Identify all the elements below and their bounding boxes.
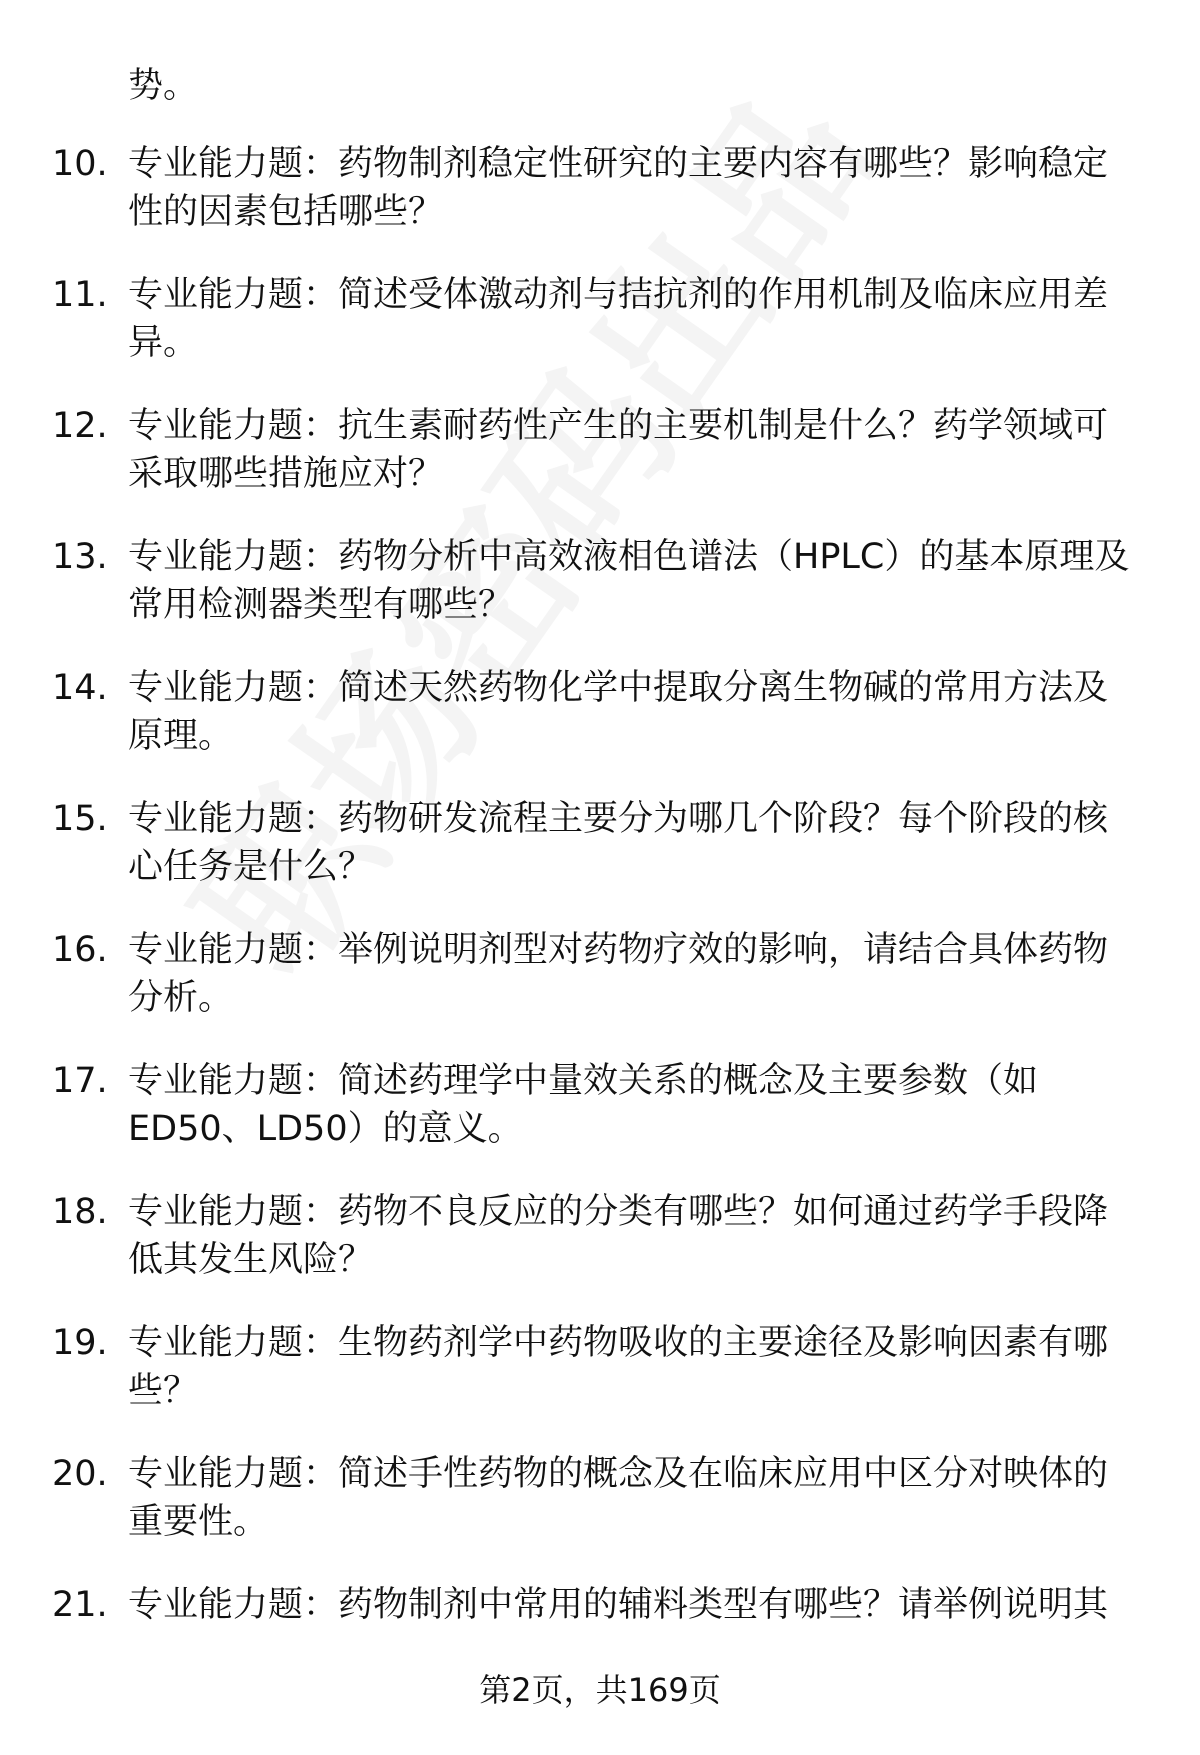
question-number: 13. xyxy=(52,537,108,577)
question-line: 心任务是什么？ xyxy=(128,847,374,887)
question-line: 专业能力题：药物研发流程主要分为哪几个阶段？每个阶段的核 xyxy=(128,799,1109,839)
question-line: 重要性。 xyxy=(128,1502,269,1542)
question-line: 专业能力题：药物不良反应的分类有哪些？如何通过药学手段降 xyxy=(128,1192,1109,1232)
question-number: 18. xyxy=(52,1192,108,1232)
list-item xyxy=(0,664,1200,795)
list-item xyxy=(0,1319,1200,1450)
list-item xyxy=(0,402,1200,533)
continuation-text: 势。 xyxy=(128,66,199,106)
question-number: 16. xyxy=(52,930,108,970)
question-text xyxy=(128,795,1168,891)
question-line: 些？ xyxy=(128,1371,199,1411)
list-item xyxy=(0,795,1200,926)
list-item xyxy=(0,533,1200,664)
question-text xyxy=(128,926,1168,1022)
question-line: 专业能力题：药物制剂中常用的辅料类型有哪些？请举例说明其 xyxy=(128,1585,1109,1625)
question-number: 20. xyxy=(52,1454,108,1494)
question-text xyxy=(128,1581,1168,1629)
question-number: 19. xyxy=(52,1323,108,1363)
question-line: 常用检测器类型有哪些？ xyxy=(128,585,514,625)
question-line: 采取哪些措施应对？ xyxy=(128,454,444,494)
question-text xyxy=(128,271,1168,367)
question-line: ED50、LD50）的意义。 xyxy=(128,1109,523,1149)
question-list xyxy=(0,140,1200,1712)
question-number: 17. xyxy=(52,1061,108,1101)
question-line: 专业能力题：简述手性药物的概念及在临床应用中区分对映体的 xyxy=(128,1454,1109,1494)
list-item xyxy=(0,271,1200,402)
list-item xyxy=(0,926,1200,1057)
question-line: 专业能力题：药物分析中高效液相色谱法（HPLC）的基本原理及 xyxy=(128,537,1130,577)
question-number: 11. xyxy=(52,275,108,315)
question-number: 21. xyxy=(52,1585,108,1625)
question-text xyxy=(128,1057,1168,1153)
question-text xyxy=(128,1319,1168,1415)
question-number: 10. xyxy=(52,144,108,184)
list-item xyxy=(0,1057,1200,1188)
list-item xyxy=(0,1188,1200,1319)
question-text xyxy=(128,1450,1168,1546)
question-line: 专业能力题：药物制剂稳定性研究的主要内容有哪些？影响稳定 xyxy=(128,144,1109,184)
question-line: 专业能力题：简述药理学中量效关系的概念及主要参数（如 xyxy=(128,1061,1039,1101)
question-text xyxy=(128,533,1168,629)
question-line: 专业能力题：生物药剂学中药物吸收的主要途径及影响因素有哪 xyxy=(128,1323,1109,1363)
question-line: 性的因素包括哪些？ xyxy=(128,192,444,232)
list-item xyxy=(0,140,1200,271)
question-text xyxy=(128,402,1168,498)
question-line: 专业能力题：举例说明剂型对药物疗效的影响，请结合具体药物 xyxy=(128,930,1109,970)
question-text xyxy=(128,664,1168,760)
question-number: 12. xyxy=(52,406,108,446)
question-line: 分析。 xyxy=(128,978,234,1018)
question-line: 原理。 xyxy=(128,716,234,756)
question-line: 低其发生风险？ xyxy=(128,1240,374,1280)
list-item xyxy=(0,1450,1200,1581)
question-text xyxy=(128,140,1168,236)
question-number: 15. xyxy=(52,799,108,839)
question-number: 14. xyxy=(52,668,108,708)
question-line: 专业能力题：简述受体激动剂与拮抗剂的作用机制及临床应用差 xyxy=(128,275,1109,315)
question-line: 异。 xyxy=(128,323,199,363)
question-line: 专业能力题：抗生素耐药性产生的主要机制是什么？药学领域可 xyxy=(128,406,1109,446)
page-footer: 第2页，共169页 xyxy=(479,1671,721,1709)
question-line: 专业能力题：简述天然药物化学中提取分离生物碱的常用方法及 xyxy=(128,668,1109,708)
question-text xyxy=(128,1188,1168,1284)
